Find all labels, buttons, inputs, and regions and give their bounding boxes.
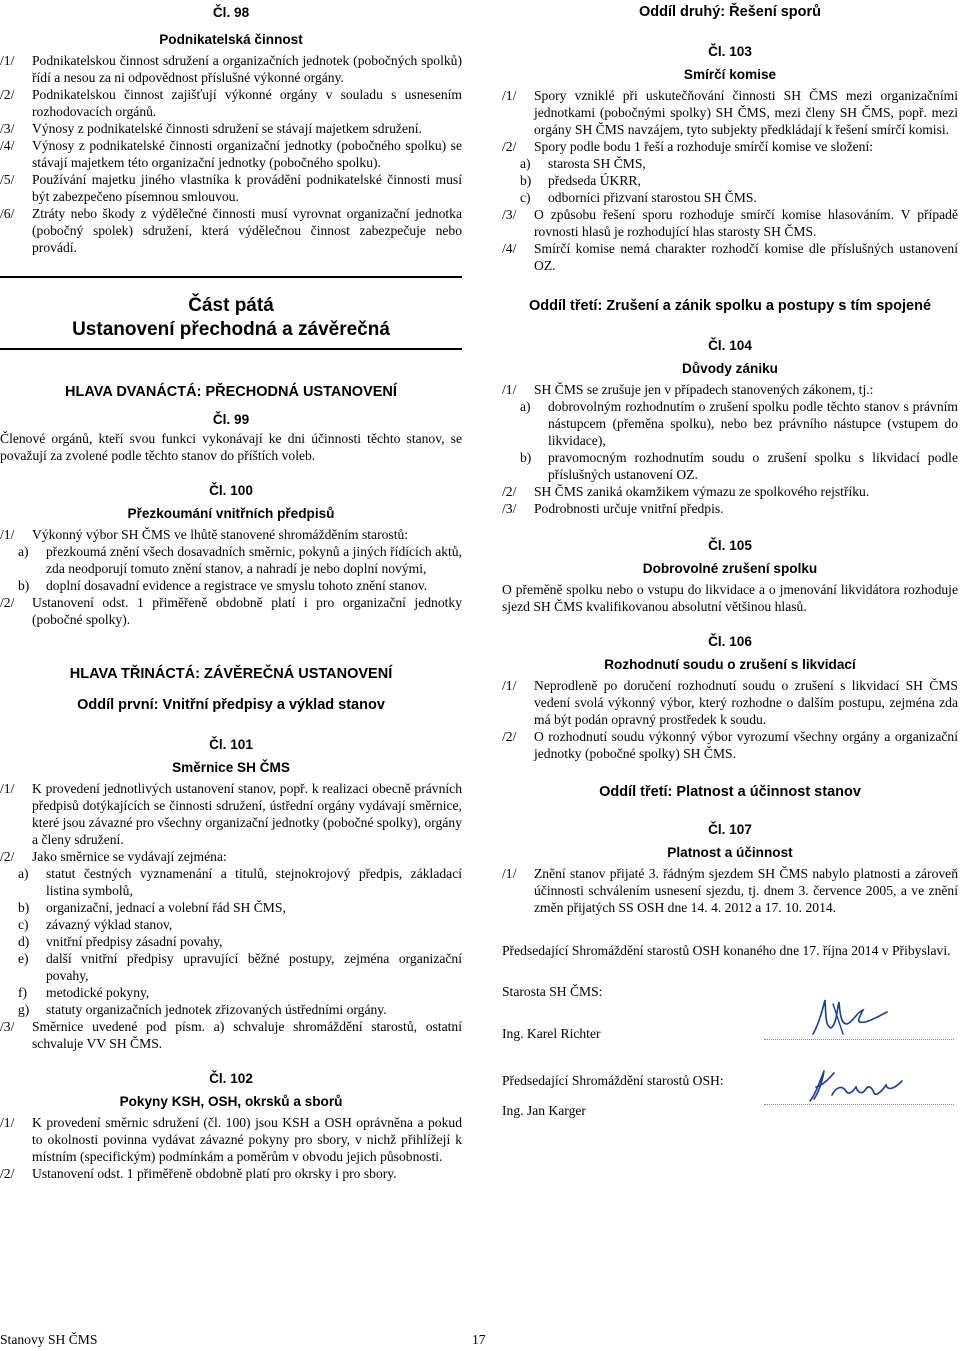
list-item-text: pravomocným rozhodnutím soudu o zrušení spolku s likvidací podle příslušných ustanovení OZ. <box>548 450 958 482</box>
article-102-number: Čl. 102 <box>209 1071 253 1086</box>
list-item-text: přezkoumá znění všech dosavadních směrnic, pokynů a jiných řídících aktů, zda neodporují tomuto znění stanov, a nahradí je nebo doplní novými, <box>46 544 462 576</box>
article-103-paragraph-4: /4/ Smírčí komise nemá charakter rozhodčí komise dle příslušných ustanovení OZ. <box>502 241 958 273</box>
article-106-paragraph-2: /2/ O rozhodnutí soudu výkonný výbor vyrozumí všechny orgány a organizační jednotky (pobočné spolky) SH ČMS. <box>502 729 958 761</box>
chapter-13-heading: HLAVA TŘINÁCTÁ: ZÁVĚREČNÁ USTANOVENÍ <box>69 666 393 682</box>
paragraph-text: Podnikatelskou činnost zajišťují výkonné orgány v souladu s usnesením rozhodovacích orgánů. <box>32 87 462 119</box>
list-item <box>0 577 462 594</box>
paragraph-number: /5/ <box>0 172 15 187</box>
section-1-heading: Oddíl první: Vnitřní předpisy a výklad stanov <box>77 697 385 713</box>
article-100-title: Přezkoumání vnitřních předpisů <box>127 506 335 521</box>
signature-1-name: Ing. Karel Richter <box>502 1026 601 1041</box>
list-item-text: doplní dosavadní evidence a registrace ve smyslu tohoto znění stanov. <box>46 578 428 593</box>
paragraph-number: /4/ <box>0 138 15 153</box>
part-five-box <box>0 276 462 350</box>
article-100-number: Čl. 100 <box>209 483 253 498</box>
article-103-number: Čl. 103 <box>708 44 752 59</box>
list-item-text: odborníci přizvaní starostou SH ČMS. <box>548 190 757 205</box>
list-item-letter: a) <box>18 866 29 881</box>
list-item-letter: e) <box>18 951 29 966</box>
list-item-letter: b) <box>520 450 532 465</box>
article-100-paragraph-2: /2/ Ustanovení odst. 1 přiměřeně obdobně platí i pro organizační jednotky (pobočné spolky). <box>0 595 462 627</box>
article-98-paragraph <box>0 52 462 86</box>
signature-1-row <box>502 1000 958 1042</box>
section-3-heading: Oddíl třetí: Zrušení a zánik spolku a postupy s tím spojené <box>528 298 932 314</box>
article-105-text: O přeměně spolku nebo o vstupu do likvidace a o jmenování likvidátora rozhoduje sjezd SH ČMS kvalifikovanou absolutní většinou hlasů. <box>502 582 958 614</box>
closing-statement: Předsedající Shromáždění starostů OSH konaného dne 17. října 2014 v Přibyslavi. <box>502 943 951 958</box>
list-item-letter: c) <box>520 190 531 205</box>
article-98-title: Podnikatelská činnost <box>159 32 303 47</box>
article-101-title: Směrnice SH ČMS <box>172 760 290 775</box>
list-item-letter: g) <box>18 1002 30 1017</box>
article-101-paragraph-3: /3/ Směrnice uvedené pod písm. a) schvaluje shromáždění starostů, ostatní schvaluje VV SH ČMS. <box>0 1019 462 1051</box>
list-item-letter: b) <box>520 173 532 188</box>
list-item <box>0 899 462 916</box>
list-item <box>0 865 462 899</box>
footer-page-number: 17 <box>472 1332 486 1347</box>
paragraph-number: /6/ <box>0 206 15 221</box>
list-item <box>502 172 958 189</box>
list-item-letter: b) <box>18 578 30 593</box>
list-item-text: organizační, jednací a volební řád SH ČMS, <box>46 900 286 915</box>
list-item <box>0 916 462 933</box>
paragraph-number: /1/ <box>0 53 15 68</box>
article-103-items <box>502 155 958 206</box>
list-item-text: metodické pokyny, <box>46 985 150 1000</box>
paragraph-text: Výnosy z podnikatelské činnosti sdružení se stávají majetkem sdružení. <box>32 121 422 136</box>
article-101-paragraph-1: /1/ K provedení jednotlivých ustanovení stanov, popř. k realizaci obecně právních předpisů dotýkajících se činnosti sdružení, ústřední orgány vydávají směrnice, které jsou závazné pro všechny organizační jednotky (pobočné spolky), orgány a členy sdružení. <box>0 781 462 847</box>
article-105-title: Dobrovolné zrušení spolku <box>642 561 818 576</box>
article-102-paragraph-2: /2/ Ustanovení odst. 1 přiměřeně obdobně platí pro okrsky i pro sbory. <box>0 1166 397 1181</box>
list-item-text: statuty organizačních jednotek zřizovaných ústředními orgány. <box>46 1002 387 1017</box>
article-104-paragraph-1: /1/ SH ČMS se zrušuje jen v případech stanovených zákonem, tj.: <box>502 382 874 397</box>
left-column <box>0 0 462 1182</box>
article-101-paragraph-2: /2/ Jako směrnice se vydávají zejména: <box>0 849 227 864</box>
article-98-paragraph <box>0 205 462 256</box>
article-104-paragraph-2: /2/ SH ČMS zaniká okamžikem výmazu ze spolkového rejstříku. <box>502 484 870 499</box>
article-98-paragraphs <box>0 52 462 256</box>
signature-2-row <box>502 1089 958 1119</box>
article-107-paragraph-1: /1/ Znění stanov přijaté 3. řádným sjezdem SH ČMS nabylo platnosti a zároveň účinnosti schválením usnesení sjezdu, tj. dnem 3. července 2005, a ve znění změn přijatých SS OSH dne 14. 4. 2012 a 17. 10. 2014. <box>502 866 958 915</box>
paragraph-text: Používání majetku jiného vlastníka k provádění podnikatelské činnosti musí být zabezpečeno písemnou smlouvou. <box>32 172 462 204</box>
list-item <box>0 543 462 577</box>
list-item <box>502 155 958 172</box>
list-item-letter: a) <box>18 544 29 559</box>
list-item <box>0 1001 462 1018</box>
list-item-letter: a) <box>520 399 531 414</box>
article-99-text: Členové orgánů, kteří svou funkci vykonávají ke dni účinnosti těchto stanov, se považují za zvolené podle těchto stanov do příštích voleb. <box>0 431 462 463</box>
list-item <box>502 449 958 483</box>
list-item-text: dobrovolným rozhodnutím o zrušení spolku podle těchto stanov s právním nástupcem (přeměna spolku), nebo bez právního nástupce (vstupem do likvidace), <box>548 399 958 448</box>
article-101-items <box>0 865 462 1018</box>
article-104-number: Čl. 104 <box>708 338 752 353</box>
list-item-letter: a) <box>520 156 531 171</box>
list-item-text: další vnitřní předpisy upravující běžné postupy, zejména organizační povahy, <box>46 951 462 983</box>
article-103-paragraph-1: /1/ Spory vzniklé při uskutečňování činnosti SH ČMS mezi organizačními jednotkami (pobočnými spolky) SH ČMS, mezi členy SH ČMS, popř. mezi orgány SH ČMS navzájem, tyto subjekty předkládají k řešení smírčí komisi. <box>502 88 958 137</box>
article-103-title: Smírčí komise <box>683 67 777 82</box>
section-3b-heading: Oddíl třetí: Platnost a účinnost stanov <box>599 784 861 800</box>
right-column <box>502 0 958 1119</box>
footer-document-name: Stanovy SH ČMS <box>0 1332 98 1347</box>
list-item-text: vnitřní předpisy zásadní povahy, <box>46 934 223 949</box>
signature-1-role: Starosta SH ČMS: <box>502 984 603 999</box>
chapter-12-heading: HLAVA DVANÁCTÁ: PŘECHODNÁ USTANOVENÍ <box>65 384 397 400</box>
article-103-paragraph-3: /3/ O způsobu řešení sporu rozhoduje smírčí komise hlasováním. V případě rovnosti hlasů je rozhodující hlas starosty SH ČMS. <box>502 207 958 239</box>
section-2-heading: Oddíl druhý: Řešení sporů <box>638 4 822 20</box>
article-102-paragraph-1: /1/ K provedení směrnic sdružení (čl. 100) jsou KSH a OSH oprávněna a pokud to okolnosti povinna vydávat závazné pokyny pro sbory, v nichž přihlížejí k místním (specifickým) podmínkám a poměrům v obvodu jejich působnosti. <box>0 1115 462 1164</box>
article-106-paragraph-1: /1/ Neprodleně po doručení rozhodnutí soudu o zrušení s likvidací SH ČMS vedení svolá výkonný výbor, který rozhodne o dalším postupu, zejména zda má být podán opravný prostředek k soudu. <box>502 678 958 727</box>
signature-2-role: Předsedající Shromáždění starostů OSH: <box>502 1073 724 1088</box>
article-98-number: Čl. 98 <box>212 5 250 20</box>
list-item <box>0 933 462 950</box>
article-98-paragraph <box>0 120 462 137</box>
paragraph-text: Podnikatelskou činnost sdružení a organizačních jednotek (pobočných spolků) řídí a nesou za ni odpovědnost příslušné výkonné orgány. <box>32 53 462 85</box>
article-100-paragraph-1: /1/ Výkonný výbor SH ČMS ve lhůtě stanovené shromážděním starostů: <box>0 527 409 542</box>
article-101-number: Čl. 101 <box>209 737 253 752</box>
list-item-letter: f) <box>18 985 28 1000</box>
part-five-title: Ustanovení přechodná a závěrečná <box>72 319 390 340</box>
list-item-letter: b) <box>18 900 30 915</box>
signature-2-name: Ing. Jan Karger <box>502 1103 586 1118</box>
article-98-paragraph <box>0 171 462 205</box>
article-107-title: Platnost a účinnost <box>667 845 793 860</box>
list-item <box>0 984 462 1001</box>
article-106-title: Rozhodnutí soudu o zrušení s likvidací <box>604 657 856 672</box>
list-item <box>502 398 958 449</box>
list-item-text: starosta SH ČMS, <box>548 156 646 171</box>
article-104-items <box>502 398 958 483</box>
article-104-title: Důvody zániku <box>682 361 778 376</box>
article-98-paragraph <box>0 86 462 120</box>
article-104-paragraph-3: /3/ Podrobnosti určuje vnitřní předpis. <box>502 501 724 516</box>
article-107-number: Čl. 107 <box>708 822 752 837</box>
list-item-text: předseda ÚKRR, <box>548 173 641 188</box>
article-106-number: Čl. 106 <box>708 634 752 649</box>
paragraph-text: Výnosy z podnikatelské činnosti organizační jednotky (pobočného spolku) se stávají majetkem této organizační jednotky (pobočného spolku). <box>32 138 462 170</box>
paragraph-number: /2/ <box>0 87 15 102</box>
article-103-paragraph-2: /2/ Spory podle bodu 1 řeší a rozhoduje smírčí komise ve složení: <box>502 139 874 154</box>
article-98-paragraph <box>0 137 462 171</box>
signature-2-image <box>802 1065 912 1109</box>
part-five-number: Část pátá <box>188 295 274 316</box>
list-item <box>0 950 462 984</box>
article-100-items <box>0 543 462 594</box>
list-item <box>502 189 958 206</box>
list-item-text: závazný výklad stanov, <box>46 917 173 932</box>
paragraph-number: /3/ <box>0 121 15 136</box>
list-item-text: statut čestných vyznamenání a titulů, stejnokrojový předpis, základací listina symbolů, <box>46 866 462 898</box>
signature-1-image <box>807 994 897 1040</box>
article-102-title: Pokyny KSH, OSH, okrsků a sborů <box>119 1094 343 1109</box>
list-item-letter: d) <box>18 934 30 949</box>
list-item-letter: c) <box>18 917 29 932</box>
article-105-number: Čl. 105 <box>708 538 752 553</box>
paragraph-text: Ztráty nebo škody z výdělečné činnosti musí vyrovnat organizační jednotka (pobočný spolek) sdružení, která výdělečnou činnost zabezpečuje nebo provádí. <box>32 206 462 255</box>
article-99-number: Čl. 99 <box>212 412 250 427</box>
